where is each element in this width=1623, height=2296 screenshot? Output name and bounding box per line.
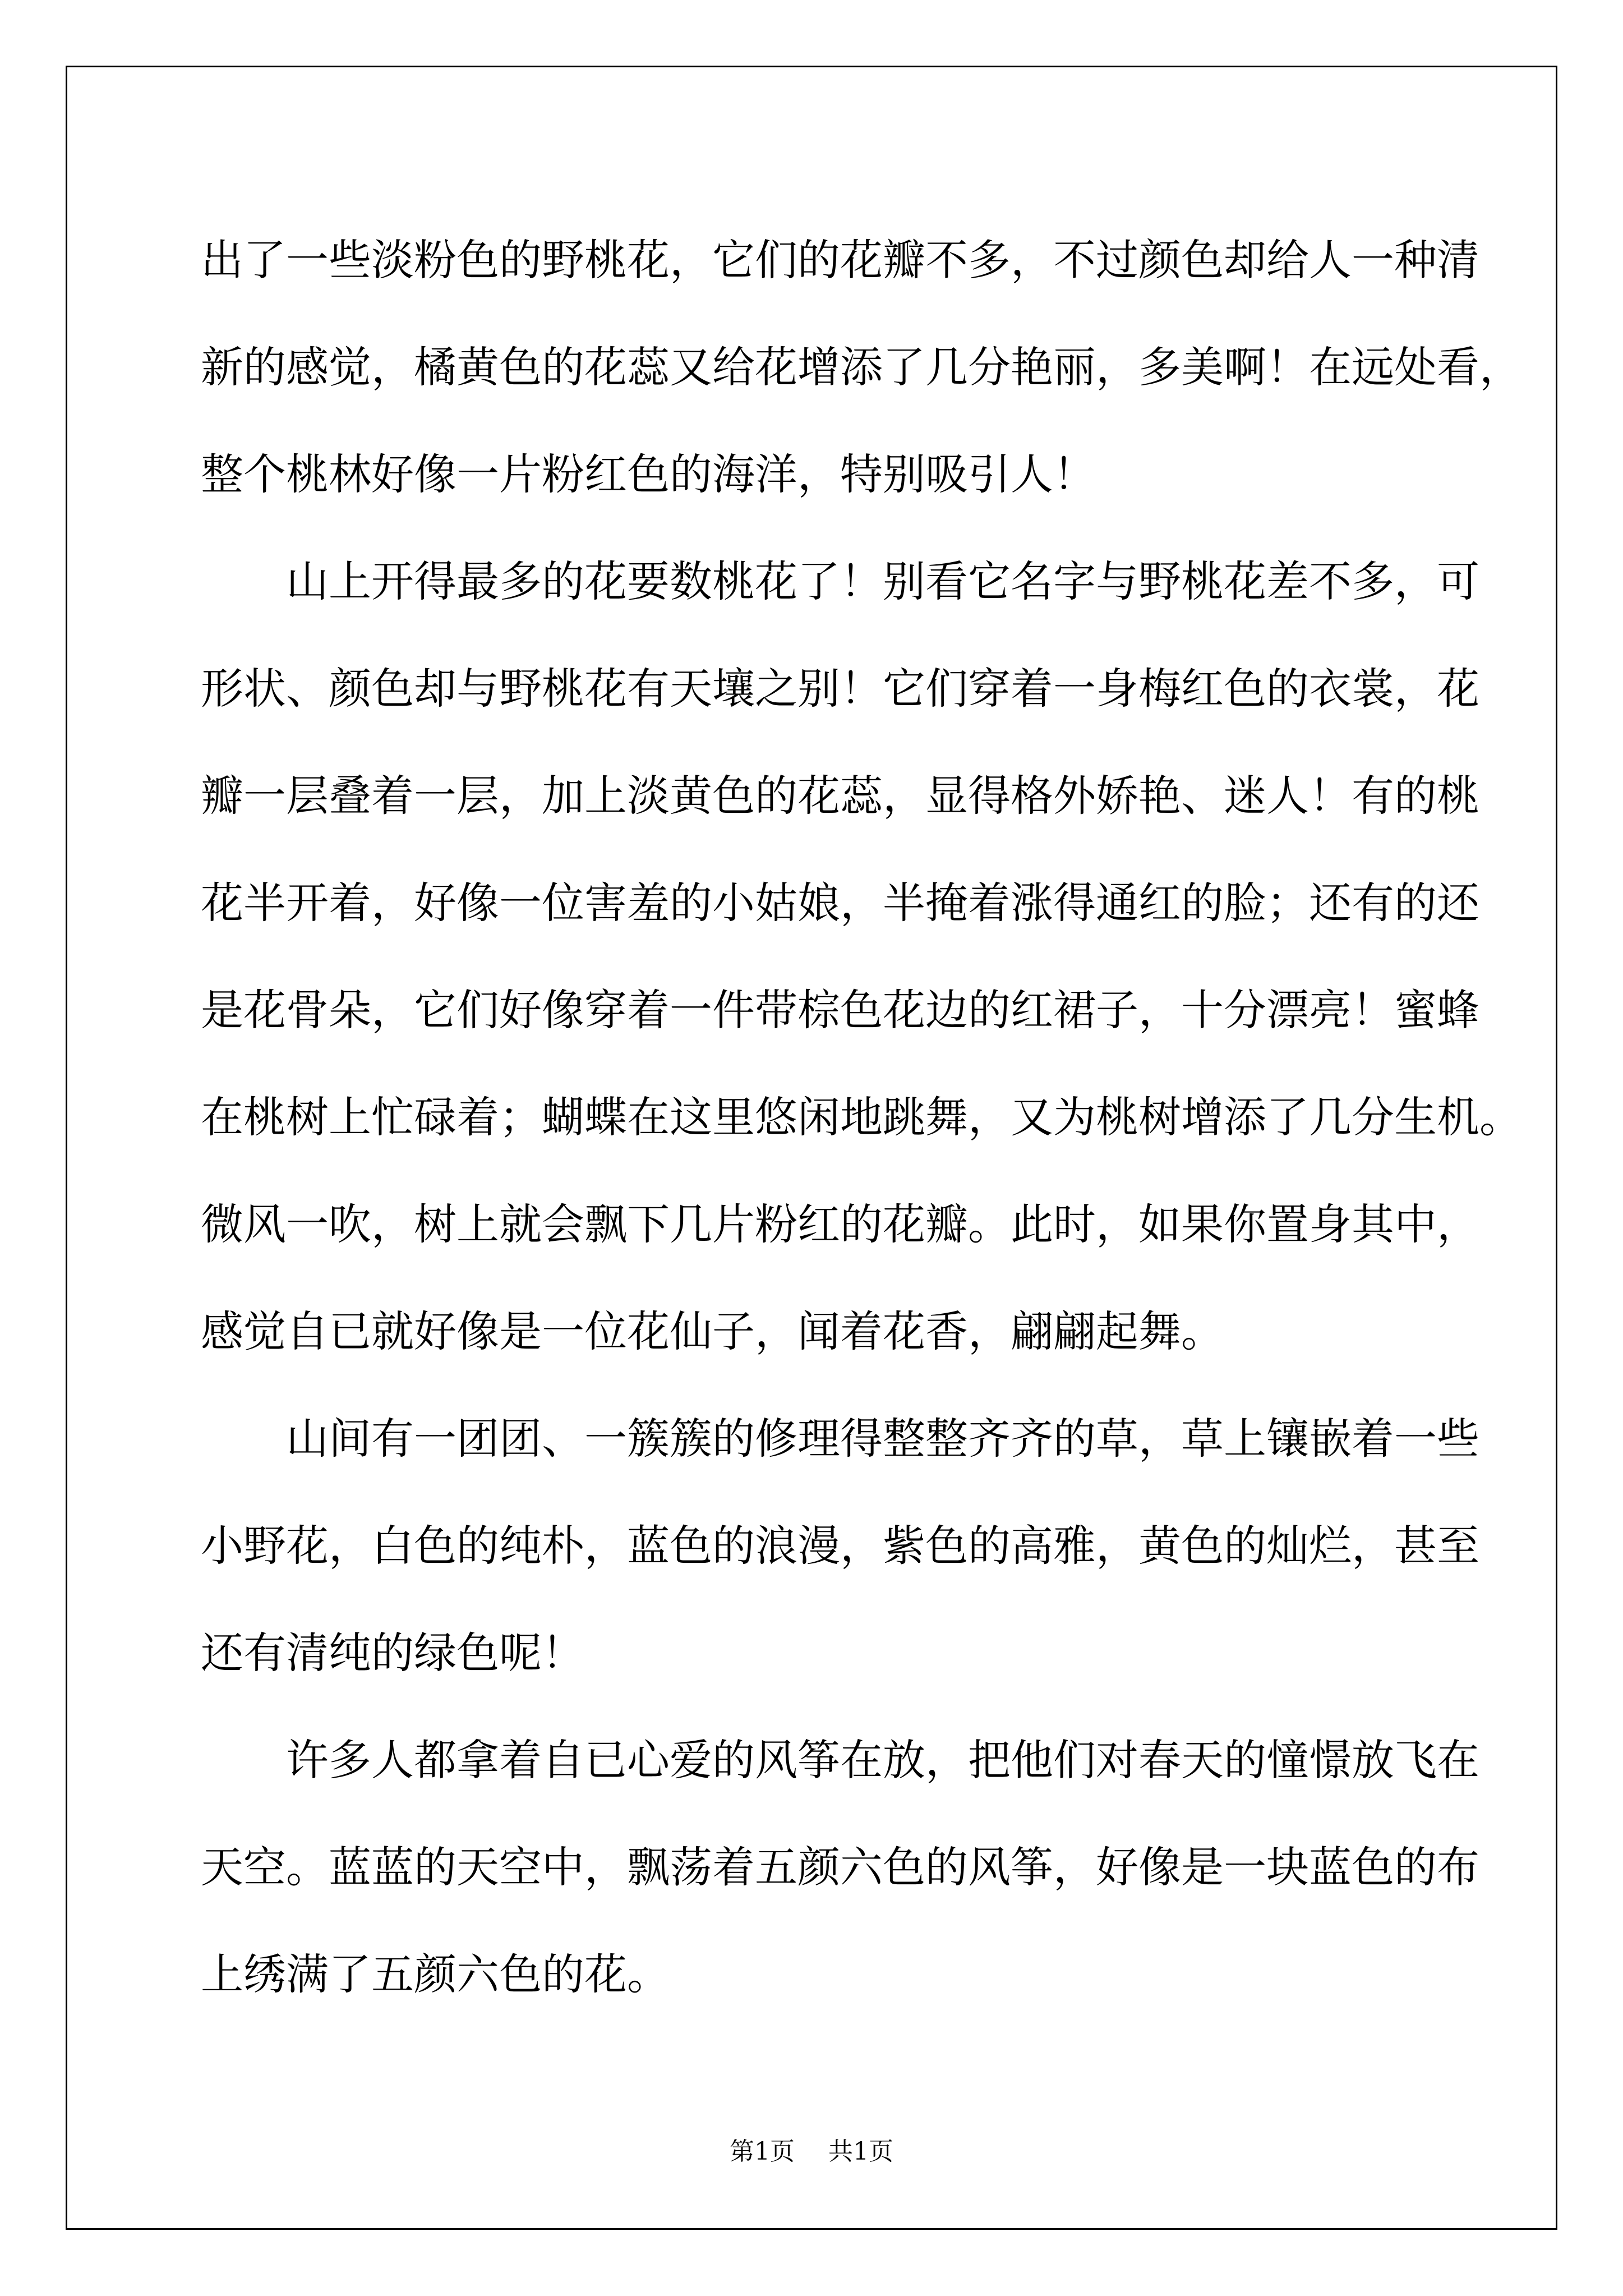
text-line: 是花骨朵，它们好像穿着一件带棕色花边的红裙子，十分漂亮！蜜蜂 (201, 985, 1479, 1035)
text-line: 还有清纯的绿色呢！ (201, 1628, 584, 1678)
text-line: 在桃树上忙碌着；蝴蝶在这里悠闲地跳舞，又为桃树增添了几分生机。 (201, 1092, 1522, 1142)
page-number-current: 第1页 (730, 2137, 795, 2166)
text-line: 形状、颜色却与野桃花有天壤之别！它们穿着一身梅红色的衣裳，花 (201, 664, 1479, 714)
text-line: 新的感觉，橘黄色的花蕊又给花增添了几分艳丽，多美啊！在远处看， (201, 342, 1522, 392)
text-line: 上绣满了五颜六色的花。 (201, 1949, 670, 1999)
text-line: 天空。蓝蓝的天空中，飘荡着五颜六色的风筝，好像是一块蓝色的布 (201, 1842, 1479, 1892)
paragraph (201, 206, 1522, 528)
text-line: 出了一些淡粉色的野桃花，它们的花瓣不多，不过颜色却给人一种清 (201, 235, 1479, 285)
page-number-total: 共1页 (828, 2137, 893, 2166)
page-footer (0, 2135, 1623, 2169)
text-line: 整个桃林好像一片粉红色的海洋，特别吸引人！ (201, 449, 1096, 499)
text-line: 花半开着，好像一位害羞的小姑娘，半掩着涨得通红的脸；还有的还 (201, 878, 1479, 928)
paragraph (201, 528, 1522, 1385)
text-line: 山上开得最多的花要数桃花了！别看它名字与野桃花差不多，可 (286, 556, 1479, 606)
text-line: 感觉自已就好像是一位花仙子，闻着花香，翩翩起舞。 (201, 1306, 1224, 1356)
text-line: 小野花，白色的纯朴，蓝色的浪漫，紫色的高雅，黄色的灿烂，甚至 (201, 1521, 1479, 1571)
document-body (201, 206, 1522, 2028)
text-line: 许多人都拿着自已心爱的风筝在放，把他们对春天的憧憬放飞在 (286, 1735, 1479, 1785)
text-line: 山间有一团团、一簇簇的修理得整整齐齐的草，草上镶嵌着一些 (286, 1414, 1479, 1464)
paragraph (201, 1385, 1479, 1706)
text-line: 瓣一层叠着一层，加上淡黄色的花蕊，显得格外娇艳、迷人！有的桃 (201, 771, 1479, 821)
text-line: 微风一吹，树上就会飘下几片粉红的花瓣。此时，如果你置身其中， (201, 1199, 1479, 1249)
paragraph (201, 1706, 1479, 2028)
